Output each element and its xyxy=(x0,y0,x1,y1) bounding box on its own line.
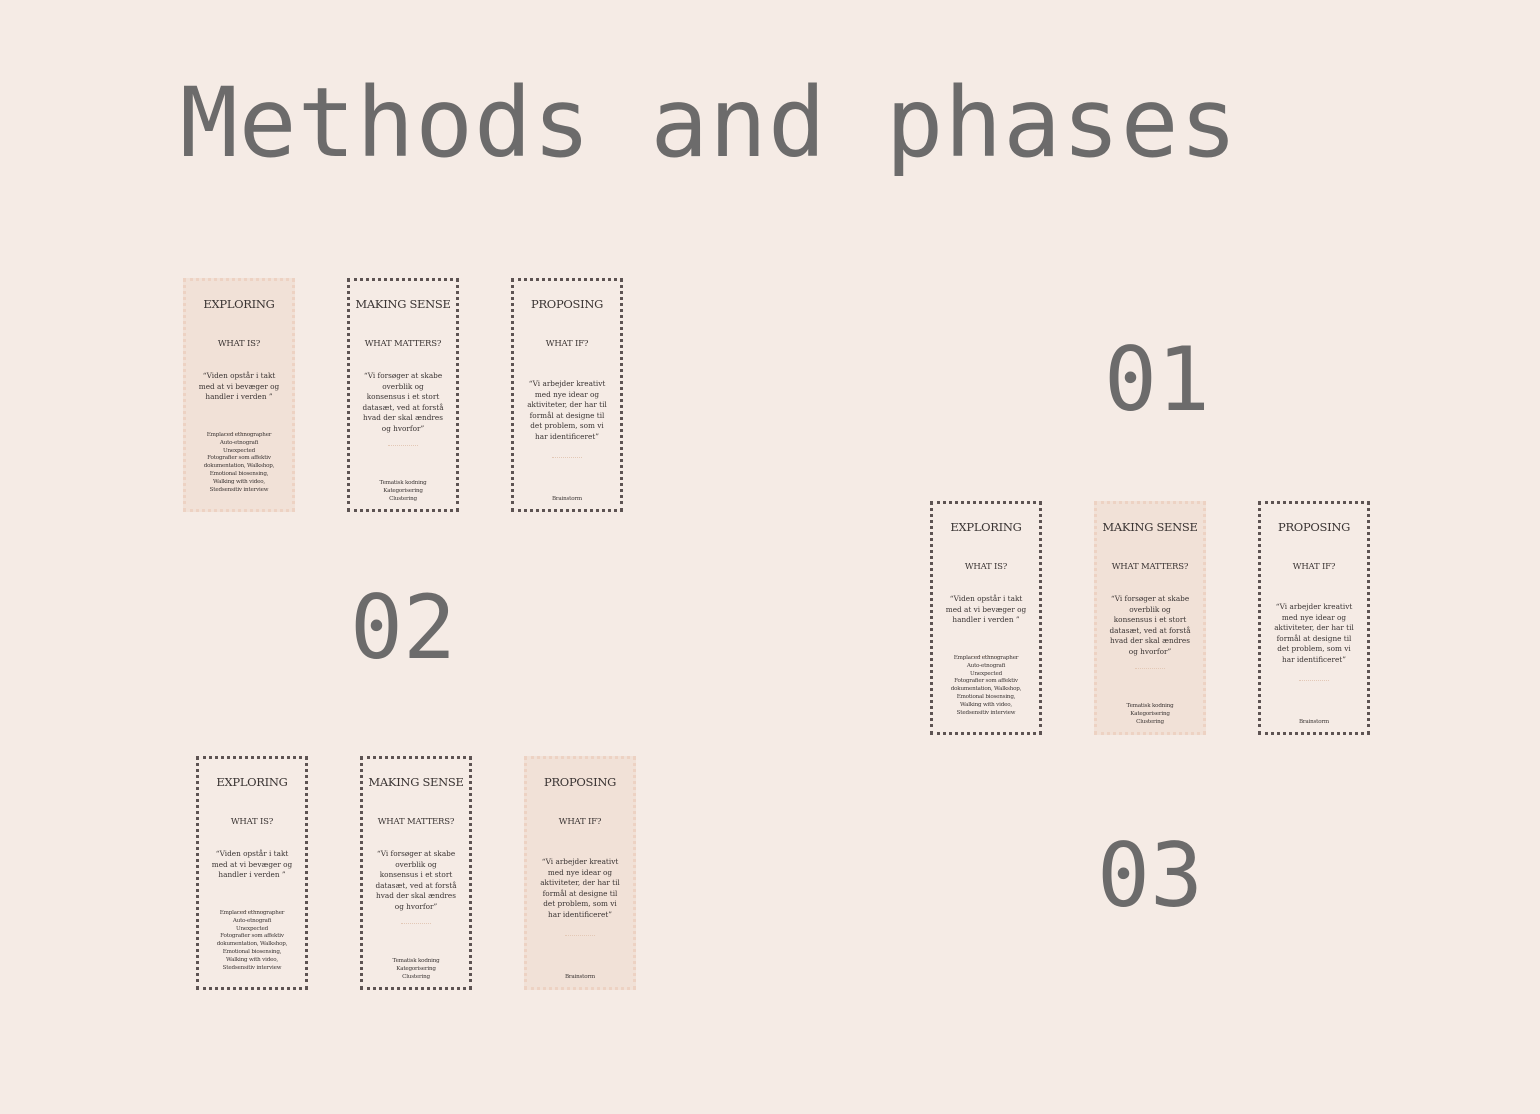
phase-card-making-sense xyxy=(1094,501,1206,735)
phase-number-01: 01 xyxy=(1104,328,1210,431)
method-item: Auto-etnografi xyxy=(232,917,272,924)
card-divider xyxy=(1299,680,1329,681)
method-item: dokumentation, Walkshop, xyxy=(216,941,288,948)
card-methods xyxy=(354,480,452,504)
card-question: WHAT IF? xyxy=(1292,562,1336,572)
method-item: Kategorisering xyxy=(396,966,436,973)
card-quote: “Viden opstår i takt med at vi bevæger og handler i verden ” xyxy=(211,849,293,880)
method-item: Emplaced ethnographer xyxy=(219,909,285,916)
method-item: Tematisk kodning xyxy=(1126,703,1174,710)
card-question: WHAT IS? xyxy=(964,562,1008,572)
method-item: Walking with video, xyxy=(213,479,265,486)
method-item: Auto-etnografi xyxy=(966,662,1006,669)
page-title: Methods and phases xyxy=(180,67,1239,179)
card-divider xyxy=(1135,668,1165,669)
method-item: Walking with video, xyxy=(226,957,278,964)
method-item: Clustering xyxy=(389,496,417,503)
method-item: Auto-etnografi xyxy=(219,439,259,446)
card-methods xyxy=(937,655,1035,718)
card-question: WHAT MATTERS? xyxy=(364,339,442,349)
method-item: Unexpected xyxy=(223,447,255,454)
method-item: Emotional biosensing, xyxy=(222,949,282,956)
method-item: Kategorisering xyxy=(1130,711,1170,718)
card-title: EXPLORING xyxy=(216,775,288,789)
card-methods xyxy=(190,432,288,495)
card-title: EXPLORING xyxy=(203,297,275,311)
card-question: WHAT IF? xyxy=(545,339,589,349)
card-quote: “Vi arbejder kreativt med nye idear og aktiviteter, der har til formål at designe til det problem, som vi har identificeret” xyxy=(1274,602,1354,664)
phase-card-making-sense xyxy=(360,756,472,990)
method-item: Fotografier som affektiv xyxy=(954,678,1018,685)
method-item: Stedsensitiv interview xyxy=(956,710,1016,717)
card-title: MAKING SENSE xyxy=(355,297,451,311)
card-title: PROPOSING xyxy=(544,775,616,789)
card-title: EXPLORING xyxy=(950,520,1022,534)
method-item: Walking with video, xyxy=(960,702,1012,709)
card-methods xyxy=(518,496,616,504)
card-divider xyxy=(388,445,418,446)
phase-card-proposing xyxy=(524,756,636,990)
method-item: Emotional biosensing, xyxy=(956,694,1016,701)
card-quote: “Vi arbejder kreativt med nye idear og aktiviteter, der har til formål at designe til det problem, som vi har identificeret” xyxy=(540,857,620,919)
card-divider xyxy=(552,457,582,458)
card-methods xyxy=(1101,703,1199,727)
method-item: Kategorisering xyxy=(383,488,423,495)
card-title: PROPOSING xyxy=(1278,520,1350,534)
card-divider xyxy=(565,935,595,936)
phase-card-making-sense xyxy=(347,278,459,512)
card-question: WHAT IF? xyxy=(558,817,602,827)
method-item: Stedsensitiv interview xyxy=(222,965,282,972)
method-item: Brainstorm xyxy=(1299,719,1329,726)
card-methods xyxy=(531,974,629,982)
method-item: Emotional biosensing, xyxy=(209,471,269,478)
method-item: Tematisk kodning xyxy=(379,480,427,487)
card-question: WHAT MATTERS? xyxy=(1111,562,1189,572)
card-quote: “Vi arbejder kreativt med nye idear og aktiviteter, der har til formål at designe til det problem, som vi har identificeret” xyxy=(527,379,607,441)
card-quote: “Vi forsøger at skabe overblik og konsensus i et stort datasæt, ved at forstå hvad der skal ændres og hvorfor” xyxy=(362,371,444,433)
phase-card-exploring xyxy=(183,278,295,512)
phase-card-exploring xyxy=(196,756,308,990)
card-methods xyxy=(367,958,465,982)
method-item: Fotografier som affektiv xyxy=(220,933,284,940)
card-quote: “Vi forsøger at skabe overblik og konsensus i et stort datasæt, ved at forstå hvad der skal ændres og hvorfor” xyxy=(375,849,457,911)
card-title: PROPOSING xyxy=(531,297,603,311)
phase-number-02: 02 xyxy=(350,576,456,679)
card-methods xyxy=(203,910,301,973)
method-item: Clustering xyxy=(1136,719,1164,726)
card-question: WHAT IS? xyxy=(217,339,261,349)
method-item: Emplaced ethnographer xyxy=(953,654,1019,661)
method-item: Brainstorm xyxy=(565,974,595,981)
method-item: Unexpected xyxy=(236,925,268,932)
card-title: MAKING SENSE xyxy=(368,775,464,789)
card-quote: “Vi forsøger at skabe overblik og konsensus i et stort datasæt, ved at forstå hvad der skal ændres og hvorfor” xyxy=(1109,594,1191,656)
card-methods xyxy=(1265,719,1363,727)
method-item: Clustering xyxy=(402,974,430,981)
card-title: MAKING SENSE xyxy=(1102,520,1198,534)
method-item: Tematisk kodning xyxy=(392,958,440,965)
method-item: Emplaced ethnographer xyxy=(206,431,272,438)
method-item: Stedsensitiv interview xyxy=(209,487,269,494)
card-quote: “Viden opstår i takt med at vi bevæger og handler i verden ” xyxy=(198,371,280,402)
phase-number-03: 03 xyxy=(1097,824,1203,927)
card-quote: “Viden opstår i takt med at vi bevæger og handler i verden ” xyxy=(945,594,1027,625)
phase-card-exploring xyxy=(930,501,1042,735)
phase-card-proposing xyxy=(511,278,623,512)
method-item: dokumentation, Walkshop, xyxy=(203,463,275,470)
phase-card-proposing xyxy=(1258,501,1370,735)
method-item: dokumentation, Walkshop, xyxy=(950,686,1022,693)
method-item: Unexpected xyxy=(970,670,1002,677)
card-question: WHAT IS? xyxy=(230,817,274,827)
card-divider xyxy=(401,923,431,924)
method-item: Brainstorm xyxy=(552,496,582,503)
method-item: Fotografier som affektiv xyxy=(207,455,271,462)
card-question: WHAT MATTERS? xyxy=(377,817,455,827)
